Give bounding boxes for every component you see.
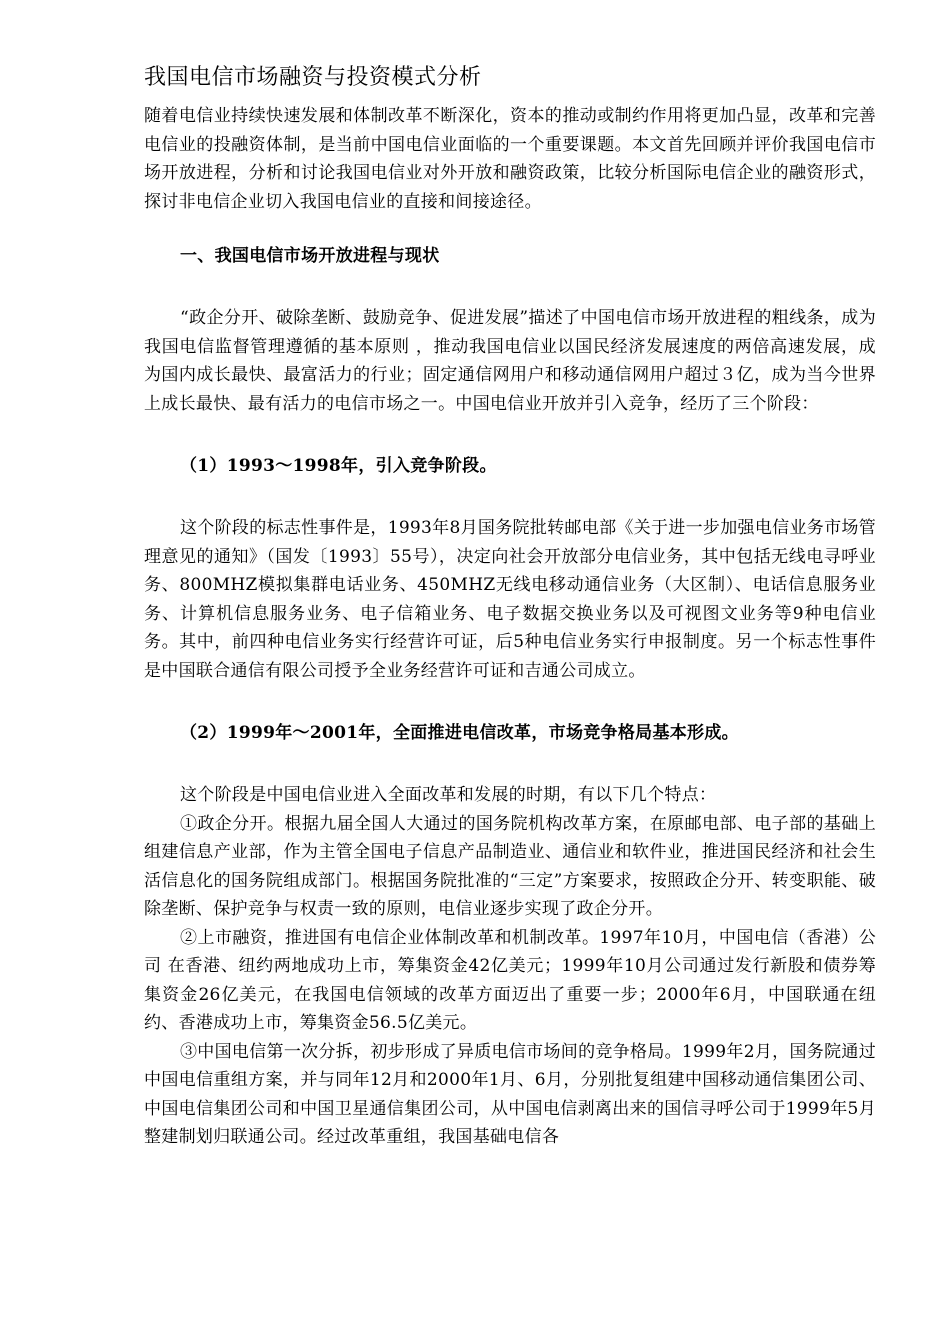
subsection-heading-stage2: （2）1999年～2001年，全面推进电信改革，市场竞争格局基本形成。 [180, 723, 739, 743]
stage2-intro: 这个阶段是中国电信业进入全面改革和发展的时期，有以下几个特点： [180, 785, 717, 805]
document-page [144, 60, 876, 1152]
stage2-point-1: ①政企分开。根据九届全国人大通过的国务院机构改革方案，在原邮电部、电子部的基础上组建信息产业部，作为主管全国电子信息产品制造业、通信业和软件业，推进国民经济和社会生活信息化的国务院组成部门。根据国务院批准的“三定”方案要求，按照政企分开、转变职能、破除垄断、保护竞争与权责一致的原则，电信业逐步实现了政企分开。 [144, 813, 876, 919]
abstract-paragraph: 随着电信业持续快速发展和体制改革不断深化，资本的推动或制约作用将更加凸显，改革和完善电信业的投融资体制，是当前中国电信业面临的一个重要课题。本文首先回顾并评价我国电信市场开放进程，分析和讨论我国电信业对外开放和融资政策，比较分析国际电信企业的融资形式，探讨非电信企业切入我国电信业的直接和间接途径。 [144, 106, 876, 212]
stage2-point-3: ③中国电信第一次分拆，初步形成了异质电信市场间的竞争格局。1999年2月，国务院通过中国电信重组方案，并与同年12月和2000年1月、6月，分别批复组建中国移动通信集团公司、中国电信集团公司和中国卫星通信集团公司，从中国电信剥离出来的国信寻呼公司于1999年5月整建制划归联通公司。经过改革重组，我国基础电信各 [144, 1041, 876, 1147]
document-title: 我国电信市场融资与投资模式分析 [144, 65, 482, 90]
section-heading: 一、我国电信市场开放进程与现状 [180, 246, 440, 266]
stage2-point-2: ②上市融资，推进国有电信企业体制改革和机制改革。1997年10月，中国电信（香港）公司 在香港、纽约两地成功上市，筹集资金42亿美元；1999年10月公司通过发行新股和债券筹集资金26亿美元，在我国电信领域的改革方面迈出了重要一步；2000年6月，中国联通在纽约、香港成功上市，筹集资金56.5亿美元。 [144, 927, 876, 1033]
section-paragraph: “政企分开、破除垄断、鼓励竞争、促进发展”描述了中国电信市场开放进程的粗线条，成为我国电信监督管理遵循的基本原则 ，推动我国电信业以国民经济发展速度的两倍高速发展，成为国内成长最快、最富活力的行业；固定通信网用户和移动通信网用户超过３亿，成为当今世界上成长最快、最有活力的电信市场之一。中国电信业开放并引入竞争，经历了三个阶段： [144, 308, 876, 414]
subsection-heading-stage1: （1）1993～1998年，引入竞争阶段。 [180, 456, 497, 476]
stage1-paragraph: 这个阶段的标志性事件是，1993年8月国务院批转邮电部《关于进一步加强电信业务市场管理意见的通知》（国发〔1993〕55号），决定向社会开放部分电信业务，其中包括无线电寻呼业务、800MHZ模拟集群电话业务、450MHZ无线电移动通信业务（大区制）、电话信息服务业务、计算机信息服务业务、电子信箱业务、电子数据交换业务以及可视图文业务等9种电信业务。其中，前四种电信业务实行经营许可证，后5种电信业务实行申报制度。另一个标志性事件是中国联合通信有限公司授予全业务经营许可证和吉通公司成立。 [144, 518, 876, 681]
